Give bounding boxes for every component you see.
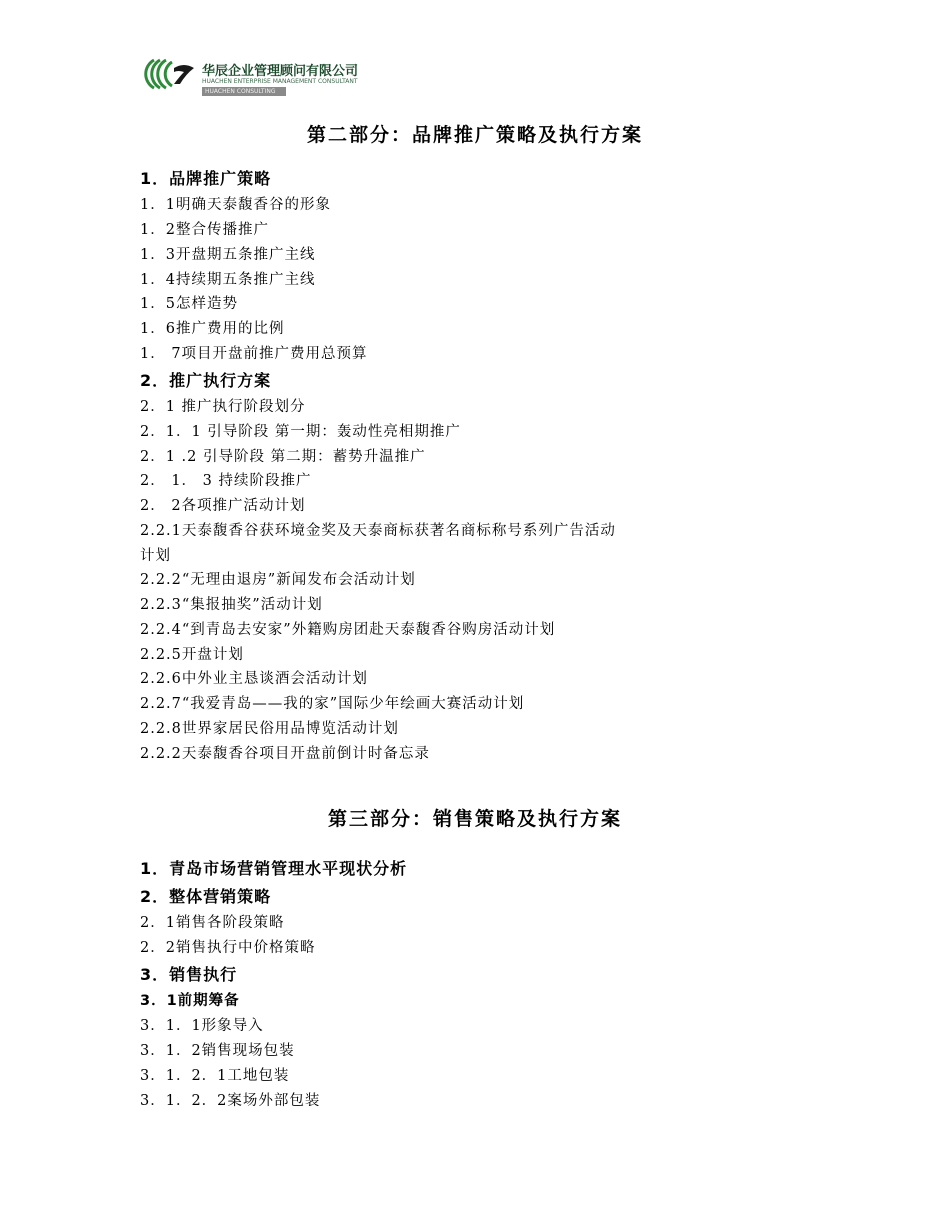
toc-line: 3．1．2．2案场外部包装 xyxy=(140,1093,321,1109)
toc-line: 2.2.5开盘计划 xyxy=(140,647,244,663)
toc-line: 3．1．2销售现场包装 xyxy=(140,1043,295,1059)
toc-line: 2.2.2天泰馥香谷项目开盘前倒计时备忘录 xyxy=(140,746,430,762)
toc-line: 1．3开盘期五条推广主线 xyxy=(140,247,316,263)
toc-line: 2．2销售执行中价格策略 xyxy=(140,940,316,956)
toc-line: 2.2.1天泰馥香谷获环境金奖及天泰商标获著名商标称号系列广告活动 xyxy=(140,523,616,539)
toc-line: 1．4持续期五条推广主线 xyxy=(140,272,316,288)
toc-line: 2． 2各项推广活动计划 xyxy=(140,498,306,514)
toc-line: 2． 1． 3 持续阶段推广 xyxy=(140,473,312,489)
toc-line: 2．1销售各阶段策略 xyxy=(140,915,285,931)
toc-line: 2.2.7“我爱青岛——我的家”国际少年绘画大赛活动计划 xyxy=(140,696,525,712)
toc-line: 2．1 .2 引导阶段 第二期：蓄势升温推广 xyxy=(140,449,426,465)
company-name: 华辰企业管理顾问有限公司 xyxy=(202,64,359,79)
toc-line: 1．2整合传播推广 xyxy=(140,222,269,238)
toc-line: 2.2.6中外业主恳谈酒会活动计划 xyxy=(140,671,368,687)
toc-line: 2．1 推广执行阶段划分 xyxy=(140,399,306,415)
section-heading: 2．整体营销策略 xyxy=(140,887,272,906)
toc-line: 1． 7项目开盘前推广费用总预算 xyxy=(140,346,368,362)
section-heading: 3．销售执行 xyxy=(140,965,238,984)
company-logo xyxy=(140,54,385,100)
toc-line: 3．1前期筹备 xyxy=(140,993,240,1009)
toc-line: 1．6推广费用的比例 xyxy=(140,321,285,337)
toc-line: 2.2.2“无理由退房”新闻发布会活动计划 xyxy=(140,572,416,588)
company-strip: HUACHEN CONSULTING xyxy=(202,87,286,96)
toc-line: 1．5怎样造势 xyxy=(140,296,238,312)
toc-line: 2.2.8世界家居民俗用品博览活动计划 xyxy=(140,721,399,737)
toc-line: 2.2.4“到青岛去安家”外籍购房团赴天泰馥香谷购房活动计划 xyxy=(140,622,556,638)
part2-title: 第二部分：品牌推广策略及执行方案 xyxy=(306,124,643,146)
toc-line: 计划 xyxy=(140,548,171,564)
section-heading: 1．品牌推广策略 xyxy=(140,169,272,188)
company-name-en: HUACHEN ENTERPRISE MANAGEMENT CONSULTANT xyxy=(202,78,358,85)
toc-line: 2.2.3“集报抽奖”活动计划 xyxy=(140,597,323,613)
section-heading: 1．青岛市场营销管理水平现状分析 xyxy=(140,859,408,878)
toc-line: 3．1．1形象导入 xyxy=(140,1018,264,1034)
part3-title: 第三部分：销售策略及执行方案 xyxy=(327,808,622,830)
company-logo-icon xyxy=(140,54,202,94)
section-heading: 2．推广执行方案 xyxy=(140,371,272,390)
toc-line: 2．1．1 引导阶段 第一期：轰动性亮相期推广 xyxy=(140,424,461,440)
toc-line: 3．1．2．1工地包装 xyxy=(140,1068,290,1084)
toc-line: 1．1明确天泰馥香谷的形象 xyxy=(140,197,331,213)
